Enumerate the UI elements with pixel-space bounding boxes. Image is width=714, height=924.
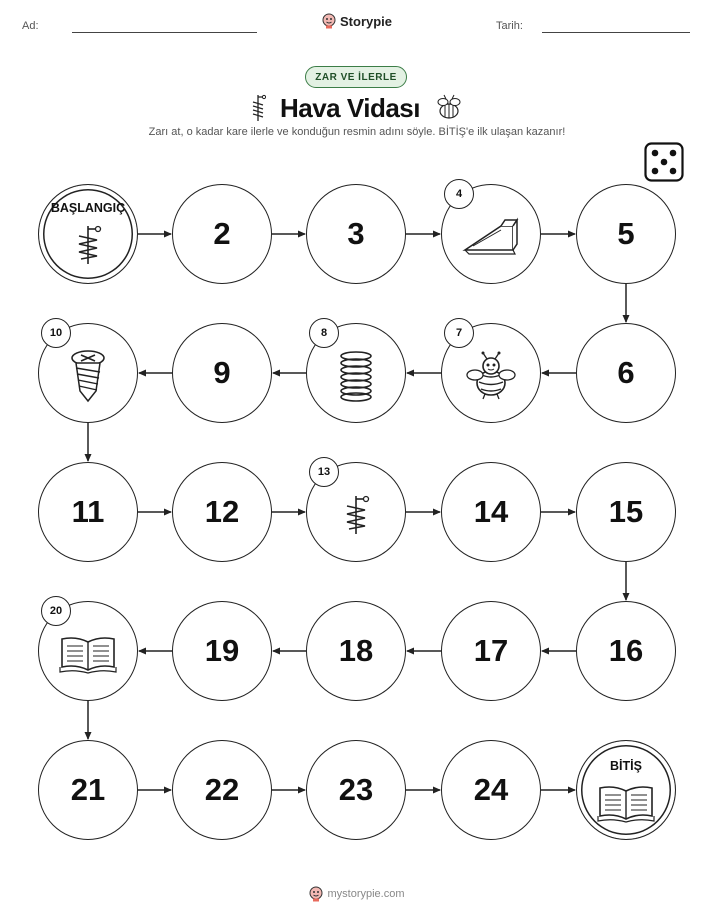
square-number: 23: [338, 772, 374, 807]
square-number: 6: [617, 355, 635, 390]
square-15: [576, 462, 676, 562]
square-number: 2: [213, 216, 231, 251]
square-24: [441, 740, 541, 840]
storypie-mascot-icon: [309, 886, 323, 902]
square-number: 14: [473, 494, 509, 529]
square-22: [172, 740, 272, 840]
square-number: 17: [473, 633, 509, 668]
square-number: 9: [213, 355, 231, 390]
square-number-badge: 8: [309, 318, 339, 348]
square-17: [441, 601, 541, 701]
square-2: [172, 184, 272, 284]
finish-label: BİTİŞ: [610, 759, 642, 773]
square-16: [576, 601, 676, 701]
air-screw-icon: [39, 223, 137, 267]
square-finish: [576, 740, 676, 840]
square-number: 3: [347, 216, 365, 251]
square-number: 22: [204, 772, 240, 807]
square-21: [38, 740, 138, 840]
bee-icon: [464, 351, 518, 401]
doorstop-wedge-icon: [461, 216, 521, 258]
footer-site: mystorypie.com: [327, 888, 405, 900]
square-3: [306, 184, 406, 284]
square-number-badge: 10: [41, 318, 71, 348]
square-6: [576, 323, 676, 423]
footer: [0, 886, 714, 902]
open-book-icon: [577, 783, 675, 823]
square-number: 18: [338, 633, 374, 668]
instructions-text: Zarı at, o kadar kare ilerle ve konduğun resmin adını söyle. BİTİŞ'e ilk ulaşan kazanır!: [148, 126, 566, 138]
start-label: BAŞLANGIÇ: [50, 201, 126, 215]
square-number-badge: 7: [444, 318, 474, 348]
date-label: Tarih:: [496, 20, 523, 32]
square-12: [172, 462, 272, 562]
square-5: [576, 184, 676, 284]
air-screw-icon: [341, 493, 371, 537]
square-number-badge: 4: [444, 179, 474, 209]
square-9: [172, 323, 272, 423]
spring-coil-icon: [336, 350, 376, 402]
square-start: [38, 184, 138, 284]
square-number-badge: 13: [309, 457, 339, 487]
square-number: 21: [70, 772, 106, 807]
square-number: 24: [473, 772, 509, 807]
square-19: [172, 601, 272, 701]
page-title: Hava Vidası: [279, 92, 420, 123]
square-number: 12: [204, 494, 240, 529]
square-11: [38, 462, 138, 562]
screw-icon: [68, 349, 108, 403]
square-number: 5: [617, 216, 635, 251]
square-23: [306, 740, 406, 840]
square-number: 16: [608, 633, 644, 668]
square-number-badge: 20: [41, 596, 71, 626]
square-18: [306, 601, 406, 701]
square-14: [441, 462, 541, 562]
game-type-badge: ZAR VE İLERLE: [305, 66, 407, 88]
open-book-icon: [58, 634, 118, 674]
square-number: 19: [204, 633, 240, 668]
brand-name: Storypie: [340, 13, 393, 29]
square-number: 11: [71, 494, 105, 529]
name-label: Ad:: [22, 20, 39, 32]
square-number: 15: [608, 494, 644, 529]
